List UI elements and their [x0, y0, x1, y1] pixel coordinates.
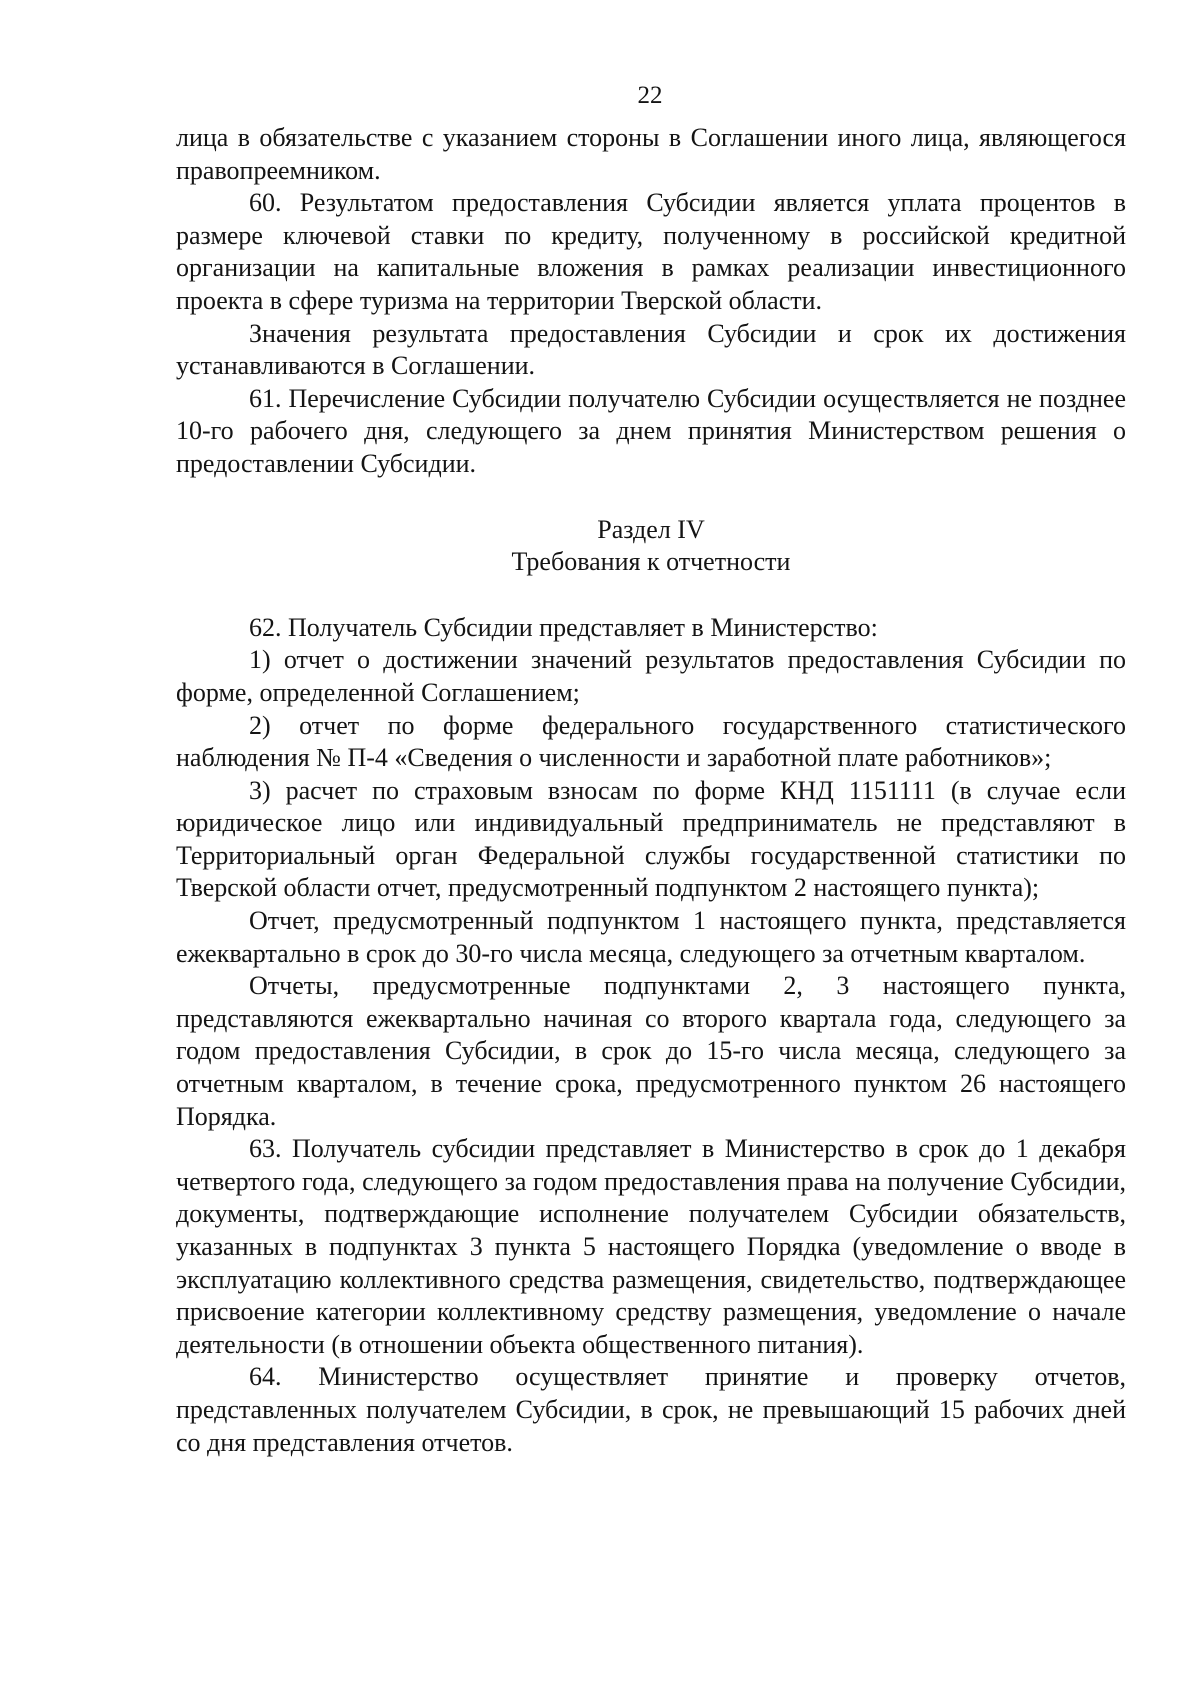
paragraph-64: 64. Министерство осуществляет принятие и проверку отчетов, представленных получателем Субсидии, в срок, не превышающий 15 рабочих дней со дня представления отчетов. — [176, 1362, 1126, 1457]
section-title: Требования к отчетности — [511, 547, 791, 577]
section-heading-block — [176, 514, 1126, 579]
paragraphs-before — [176, 122, 1126, 481]
paragraph: Значения результата предоставления Субсидии и срок их достижения устанавливаются в Соглашении. — [176, 318, 1126, 381]
page-number: 22 — [637, 82, 663, 109]
paragraph: Отчет, предусмотренный подпунктом 1 настоящего пункта, представляется ежеквартально в срок до 30-го числа месяца, следующего за отчетным кварталом. — [176, 906, 1126, 968]
paragraph: Отчеты, предусмотренные подпунктами 2, 3 настоящего пункта, представляются ежеквартально начиная со второго квартала года, следующего за годом предоставления Субсидии, в срок до 15-го числа месяца, следующего за отчетным кварталом, в течение срока, предусмотренного пунктом 26 настоящего Порядка. — [176, 971, 1126, 1131]
paragraph-63: 63. Получатель субсидии представляет в Министерство в срок до 1 декабря четвертого года, следующего за годом предоставления права на получение Субсидии, документы, подтверждающие исполнение получателем Субсидии обязательств, указанных в подпунктах 3 пункта 5 настоящего Порядка (уведомление о вводе в эксплуатацию коллективного средства размещения, свидетельство, подтверждающее присвоение категории коллективному средству размещения, уведомление о начале деятельности (в отношении объекта общественного питания). — [176, 1134, 1126, 1359]
paragraph-60: 60. Результатом предоставления Субсидии является уплата процентов в размере ключевой ставки по кредиту, полученному в российской кредитной организации на капитальные вложения в рамках реализации инвестиционного проекта в сфере туризма на территории Тверской области. — [176, 188, 1126, 315]
section-number: Раздел IV — [597, 514, 705, 544]
list-item: 2) отчет по форме федерального государственного статистического наблюдения № П-4 «Сведения о численности и заработной плате работников»; — [176, 710, 1126, 773]
paragraph: лица в обязательстве с указанием стороны в Соглашении иного лица, являющегося правопреемником. — [176, 123, 1126, 185]
list-item: 1) отчет о достижении значений результатов предоставления Субсидии по форме, определенной Соглашением; — [176, 645, 1126, 707]
paragraph-61: 61. Перечисление Субсидии получателю Субсидии осуществляется не позднее 10-го рабочего дня, следующего за днем принятия Министерством решения о предоставлении Субсидии. — [176, 383, 1126, 478]
paragraph-62: 62. Получатель Субсидии представляет в Министерство: — [249, 612, 878, 642]
document-body — [176, 122, 1126, 1459]
paragraphs-after — [176, 612, 1126, 1459]
list-item: 3) расчет по страховым взносам по форме КНД 1151111 (в случае если юридическое лицо или индивидуальный предприниматель не представляют в Территориальный орган Федеральной службы государственной статистики по Тверской области отчет, предусмотренный подпунктом 2 настоящего пункта); — [176, 775, 1126, 903]
